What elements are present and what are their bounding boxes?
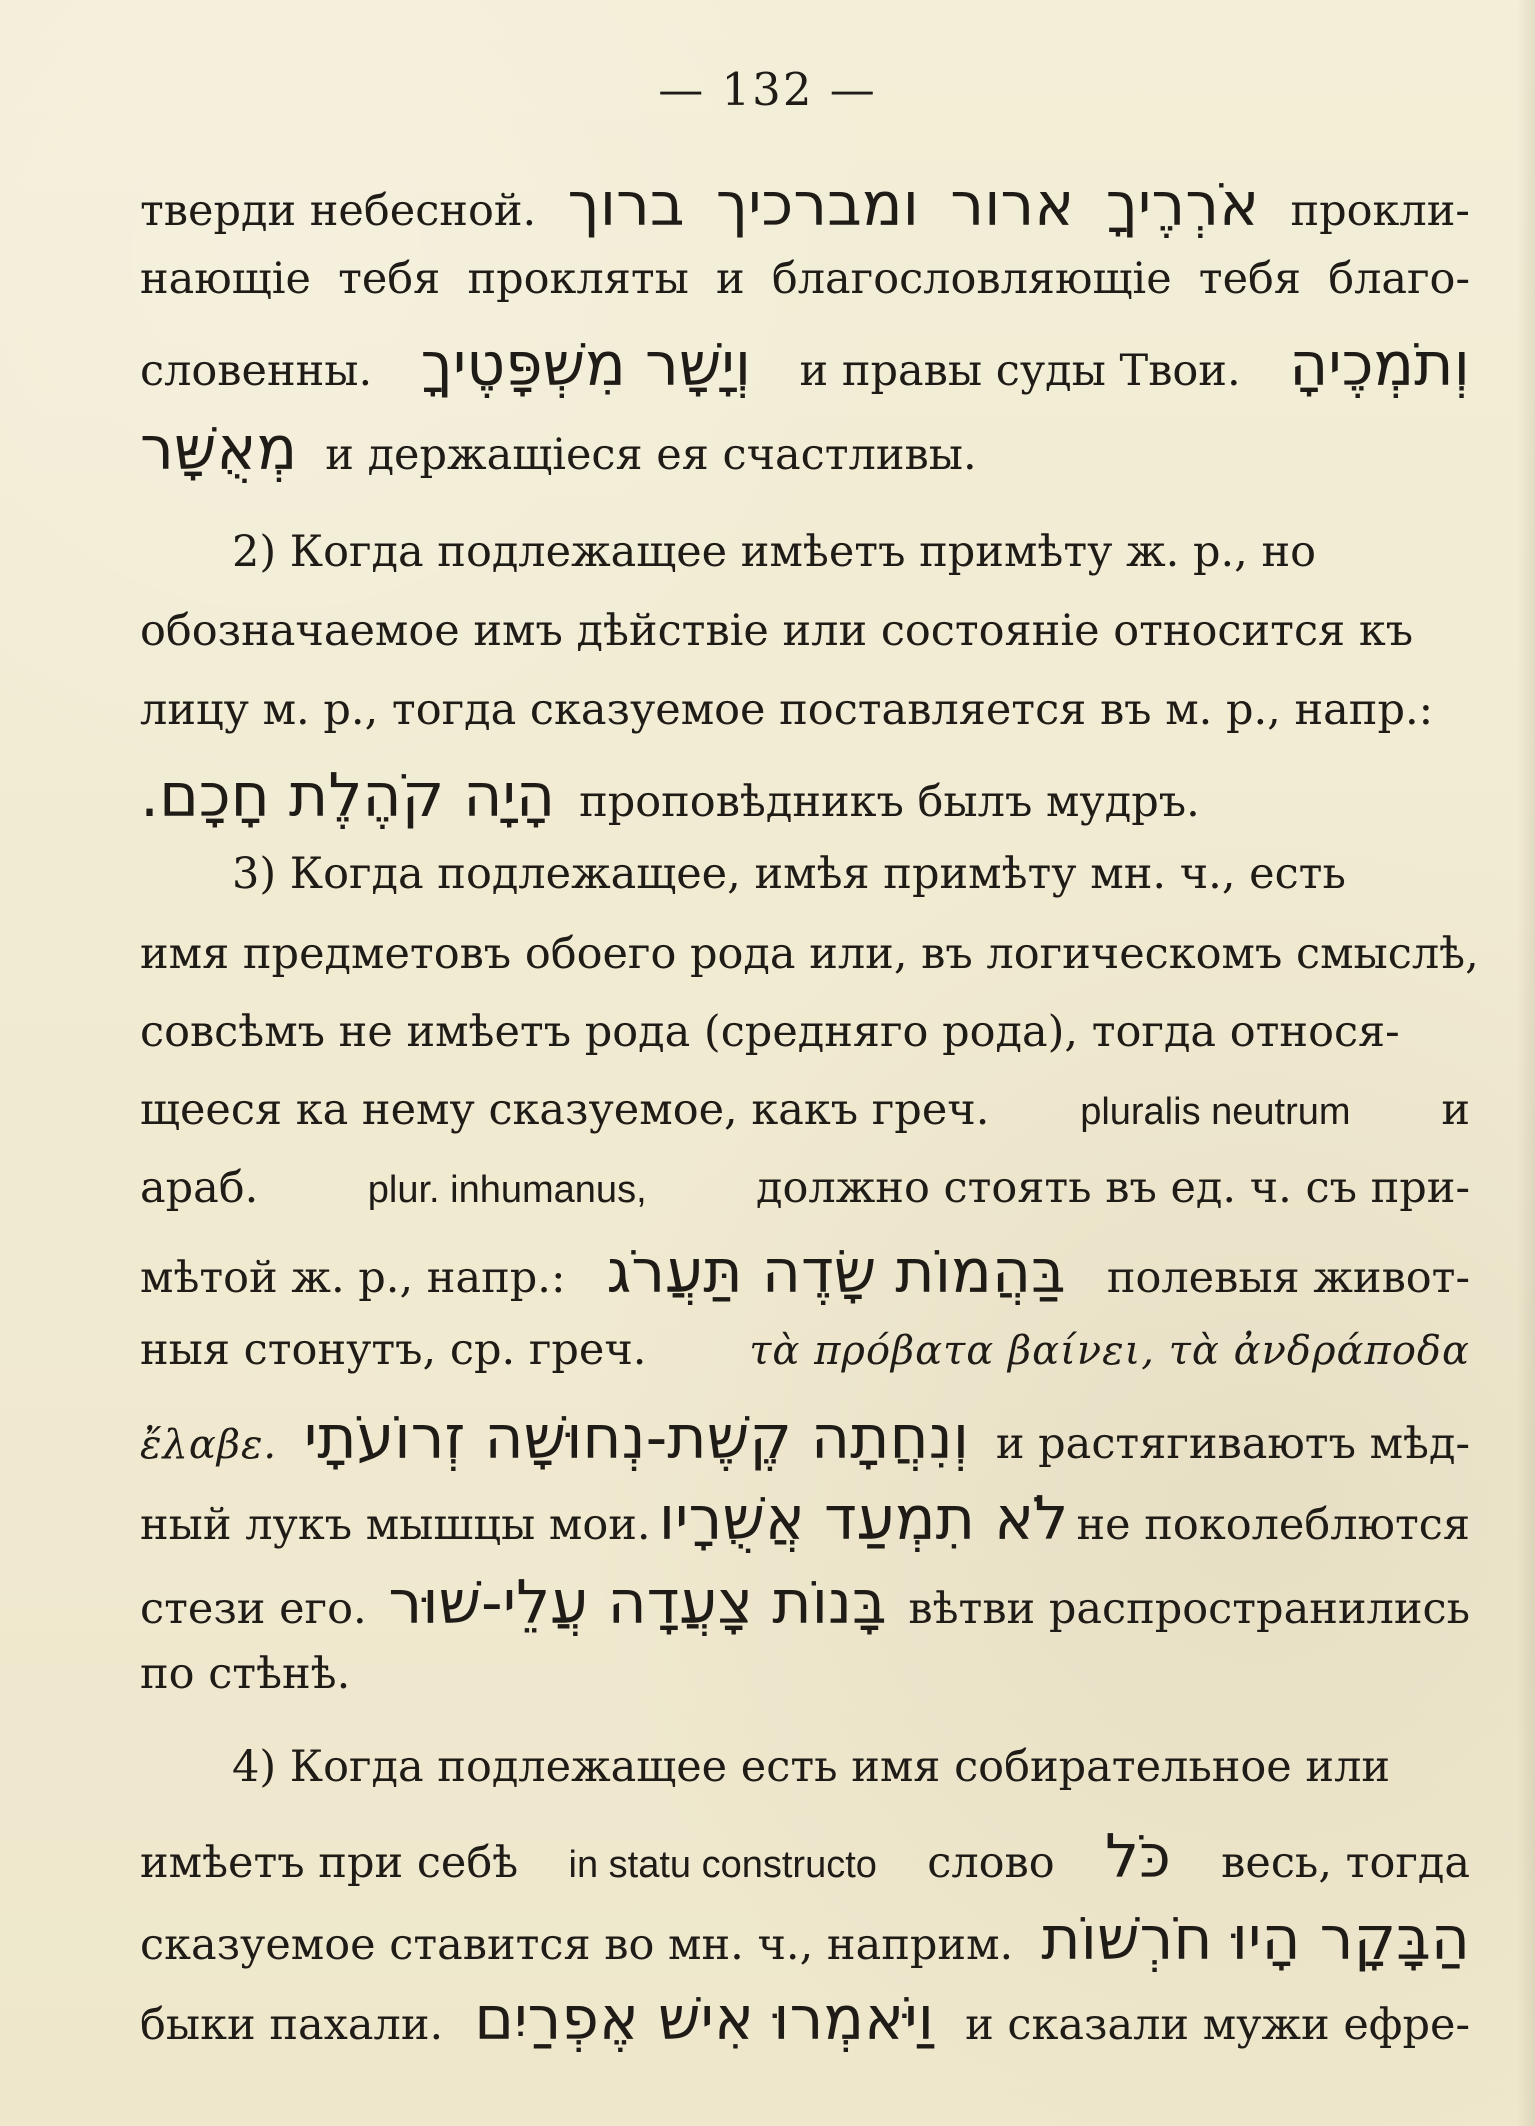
paragraph-2-line-2 — [140, 607, 1470, 656]
line-2-word-7: благо- — [1328, 254, 1470, 304]
paragraph-3-line-7 — [140, 1326, 1470, 1375]
paragraph-3-line-1 — [140, 850, 1470, 899]
paragraph-3-text-8: мѣтой ж. р., напр.: — [140, 1253, 566, 1303]
text-line-2 — [140, 255, 1470, 304]
paragraph-4-text-3: слово — [927, 1838, 1055, 1888]
line-3-hebrew-1: וְיָשָׁר מִשְׁפָּטֶיךָ — [420, 330, 752, 400]
line-3-hebrew-2: וְתֹמְכֶיהָ — [1289, 330, 1470, 400]
paragraph-3-text-5: и — [1441, 1085, 1470, 1135]
paragraph-3-text-9: полевыя живот- — [1106, 1253, 1470, 1303]
line-3-text-1: словенны. — [140, 346, 373, 396]
line-4-text-1: и держащіеся ея счастливы. — [325, 430, 977, 480]
paragraph-4-hebrew-2: הַבָּקָר הָיוּ חֹרְשׁוֹת — [1041, 1904, 1470, 1974]
paragraph-2-text-3: лицу м. р., тогда сказуемое поставляется въ м. р., напр.: — [140, 685, 1434, 735]
text-line-4 — [140, 414, 1470, 484]
paragraph-3-line-3 — [140, 1008, 1470, 1057]
paragraph-3-hebrew-3: לֹא תִמְעַד אֲשֻׁרָיו — [658, 1484, 1069, 1554]
paragraph-3-text-12: ный лукъ мышцы мои. — [140, 1500, 651, 1550]
paragraph-3-greek-1: τὰ πρόβατα βαίνει, τὰ ἀνδράποδα — [749, 1328, 1470, 1374]
paragraph-3-hebrew-2: וְנִחֲתָה קֶשֶׁת-נְחוּשָׁה זְרוֹעֹתָי — [303, 1403, 970, 1473]
line-2-word-4: и — [716, 254, 745, 304]
line-2-word-2: тебя — [338, 254, 441, 304]
line-2-word-6: тебя — [1198, 254, 1302, 304]
line-2-word-5: благословляющіе — [771, 254, 1172, 304]
paragraph-2-text-2: обозначаемое имъ дѣйствіе или состояніе относится къ — [140, 606, 1414, 656]
paragraph-2-line-4 — [140, 761, 1470, 831]
paragraph-3-line-5 — [140, 1164, 1470, 1213]
paragraph-3-text-13: не поколеблются — [1076, 1500, 1470, 1550]
paragraph-3-latin-2: plur. inhumanus, — [367, 1169, 647, 1211]
paragraph-3-latin-1: pluralis neutrum — [1080, 1091, 1351, 1133]
text-line-3 — [140, 330, 1470, 400]
paragraph-3-text-10: ныя стонутъ, ср. греч. — [140, 1325, 647, 1375]
paragraph-4-text-7: и сказали мужи ефре- — [965, 2000, 1470, 2050]
paragraph-3-text-2: имя предметовъ обоего рода или, въ логическомъ смыслѣ, — [140, 929, 1479, 979]
paragraph-4-text-2: имѣетъ при себѣ — [140, 1838, 519, 1888]
paragraph-4-line-2 — [140, 1822, 1470, 1892]
line-1-text-1: тверди небесной. — [140, 186, 537, 236]
line-1-hebrew-1: ברוך — [567, 170, 685, 240]
line-1-hebrew-4: אֹרְרֶיךָ — [1105, 170, 1260, 240]
paragraph-3-line-11 — [140, 1650, 1470, 1699]
paragraph-3-text-14: стези его. — [140, 1584, 367, 1634]
paragraph-4-line-3 — [140, 1904, 1470, 1974]
paragraph-3-text-16: по стѣнѣ. — [140, 1649, 351, 1699]
paragraph-2-line-3 — [140, 686, 1470, 735]
paragraph-3-text-3: совсѣмъ не имѣетъ рода (средняго рода), тогда относя- — [140, 1007, 1400, 1057]
paragraph-4-text-1: 4) Когда подлежащее есть имя собирательное или — [232, 1742, 1391, 1792]
paragraph-4-text-6: быки пахали. — [140, 2000, 444, 2050]
paragraph-3-line-10 — [140, 1568, 1470, 1638]
paragraph-3-text-1: 3) Когда подлежащее, имѣя примѣту мн. ч., есть — [232, 849, 1346, 899]
paragraph-2-text-1: 2) Когда подлежащее имѣетъ примѣту ж. р., но — [232, 527, 1317, 577]
paragraph-3-text-11: и растягиваютъ мѣд- — [995, 1419, 1470, 1469]
line-1-hebrew-3: ארור — [950, 170, 1075, 240]
paragraph-4-text-4: весь, тогда — [1221, 1838, 1470, 1888]
paragraph-3-text-15: вѣтви распространились — [908, 1584, 1470, 1634]
paragraph-3-line-9 — [140, 1484, 1470, 1554]
paragraph-3-hebrew-4: בָּנוֹת צָעֲדָה עֲלֵי-שׁוּר — [388, 1568, 887, 1638]
paragraph-3-line-8 — [140, 1403, 1470, 1473]
paragraph-4-text-5: сказуемое ставится во мн. ч., наприм. — [140, 1920, 1014, 1970]
text-line-1 — [140, 170, 1470, 240]
paragraph-2-hebrew-1: הָיָה קֹהֶלֶת חָכָם. — [140, 761, 556, 831]
paragraph-4-hebrew-3: וַיֹּאמְרוּ אִישׁ אֶפְרַיִם — [474, 1984, 934, 2054]
line-3-text-2: и правы суды Твои. — [799, 346, 1241, 396]
paragraph-4-line-1 — [140, 1743, 1470, 1792]
paragraph-2-line-1 — [140, 528, 1470, 577]
paragraph-3-hebrew-1: בַּהֲמוֹת שָׂדֶה תַּעֲרֹג — [606, 1237, 1066, 1307]
paragraph-3-line-4 — [140, 1086, 1470, 1135]
paragraph-3-line-2 — [140, 929, 1479, 979]
paragraph-4-line-4 — [140, 1984, 1470, 2054]
line-1-hebrew-2: ומברכיך — [715, 170, 919, 240]
page-number: — 132 — — [658, 63, 877, 116]
line-2-word-1: нающіе — [140, 254, 311, 304]
line-2-word-3: прокляты — [467, 254, 689, 304]
page-edge-shadow — [1517, 0, 1535, 2126]
paragraph-3-greek-2: ἔλαβε. — [140, 1422, 278, 1468]
paragraph-4-hebrew-1: כֹּל — [1104, 1822, 1171, 1892]
paragraph-3-text-6: араб. — [140, 1163, 259, 1213]
paragraph-3-line-6 — [140, 1237, 1470, 1307]
paragraph-4-latin-1: in statu constructo — [568, 1844, 877, 1886]
paragraph-2-text-4: проповѣдникъ былъ мудръ. — [579, 777, 1200, 827]
paragraph-3-text-4: щееся ка нему сказуемое, какъ греч. — [140, 1085, 990, 1135]
line-4-hebrew-1: מְאֻשָּׁר — [140, 414, 298, 484]
paragraph-3-text-7: должно стоять въ ед. ч. съ при- — [756, 1163, 1470, 1213]
line-1-text-2: прокли- — [1290, 186, 1470, 236]
